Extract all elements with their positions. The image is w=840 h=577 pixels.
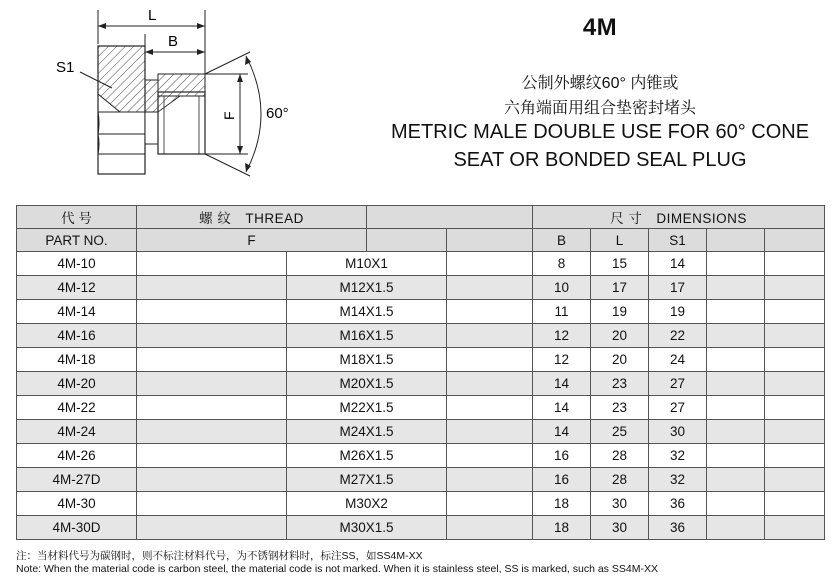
blank-cell [447,300,533,324]
part-cell: 4M-14 [17,300,137,324]
thread-blank-cell [137,516,287,540]
plug-technical-drawing [40,4,320,194]
l-cell: 30 [591,516,649,540]
blank-cell [707,348,765,372]
table-body [17,252,825,540]
blank-cell [707,276,765,300]
blank-cell [707,516,765,540]
l-cell: 15 [591,252,649,276]
thread-blank-cell [137,372,287,396]
thread-blank-cell [137,492,287,516]
thread-blank-cell [137,420,287,444]
blank-cell [765,348,825,372]
label-b: B [168,33,179,50]
blank-cell [447,348,533,372]
s1-cell: 14 [649,252,707,276]
title-cn-line1: 公制外螺纹60° 内锥或 [521,75,679,92]
header-thread [137,206,367,229]
header-f: F [137,229,367,252]
header-empty-4 [765,229,825,252]
thread-cell: M24X1.5 [287,420,447,444]
l-cell: 23 [591,372,649,396]
title-block [360,14,840,174]
header-empty-1 [367,229,447,252]
part-cell: 4M-22 [17,396,137,420]
threaded-stub [145,74,205,154]
table-row [17,396,825,420]
blank-cell [765,468,825,492]
s1-cell: 24 [649,348,707,372]
thread-cell: M26X1.5 [287,444,447,468]
table-row [17,468,825,492]
s1-cell: 19 [649,300,707,324]
b-cell: 18 [533,516,591,540]
hex-body [98,46,145,174]
blank-cell [707,396,765,420]
blank-cell [707,372,765,396]
thread-cell: M30X1.5 [287,516,447,540]
b-cell: 18 [533,492,591,516]
table-row [17,348,825,372]
blank-cell [707,468,765,492]
header-part-cn: 代 号 [17,206,137,229]
header-b: B [533,229,591,252]
dimension-f [205,74,248,154]
blank-cell [765,372,825,396]
title-en-line2: SEAT OR BONDED SEAL PLUG [453,149,747,171]
blank-cell [447,252,533,276]
s1-cell: 27 [649,396,707,420]
blank-cell [447,444,533,468]
blank-cell [765,492,825,516]
s1-cell: 17 [649,276,707,300]
thread-cell: M20X1.5 [287,372,447,396]
blank-cell [707,420,765,444]
table-row [17,300,825,324]
part-cell: 4M-27D [17,468,137,492]
header-thread-cn: 螺 纹 [199,211,232,226]
header-blank [367,206,533,229]
l-cell: 28 [591,468,649,492]
part-cell: 4M-26 [17,444,137,468]
label-f: F [221,111,237,120]
thread-cell: M22X1.5 [287,396,447,420]
part-cell: 4M-30D [17,516,137,540]
label-s1: S1 [56,59,75,76]
thread-cell: M12X1.5 [287,276,447,300]
blank-cell [447,396,533,420]
thread-blank-cell [137,444,287,468]
product-code: 4M [582,14,618,41]
note-cn: 注：当材料代号为碳钢时，则不标注材料代号，为不锈钢材料时，标注SS，如SS4M-XX [16,550,423,562]
b-cell: 12 [533,324,591,348]
blank-cell [765,516,825,540]
part-cell: 4M-16 [17,324,137,348]
s1-cell: 27 [649,372,707,396]
blank-cell [765,252,825,276]
blank-cell [447,492,533,516]
header-empty-2 [447,229,533,252]
thread-blank-cell [137,300,287,324]
part-cell: 4M-10 [17,252,137,276]
b-cell: 16 [533,468,591,492]
thread-blank-cell [137,324,287,348]
note-en: Note: When the material code is carbon steel, the material code is not marked. When it is stainless steel, SS is marked, such as SS4M-XX [16,563,658,575]
header-dimensions [533,206,825,229]
label-l: L [148,7,157,24]
blank-cell [447,324,533,348]
table-row [17,444,825,468]
blank-cell [447,420,533,444]
b-cell: 8 [533,252,591,276]
s1-cell: 36 [649,516,707,540]
thread-cell: M30X2 [287,492,447,516]
s1-cell: 30 [649,420,707,444]
label-angle: 60° [266,105,289,122]
thread-blank-cell [137,252,287,276]
thread-cell: M27X1.5 [287,468,447,492]
l-cell: 20 [591,324,649,348]
header-l: L [591,229,649,252]
blank-cell [447,276,533,300]
blank-cell [447,516,533,540]
part-cell: 4M-30 [17,492,137,516]
blank-cell [765,444,825,468]
part-cell: 4M-20 [17,372,137,396]
blank-cell [707,444,765,468]
header-empty-3 [707,229,765,252]
part-cell: 4M-24 [17,420,137,444]
table-header-row-2 [17,229,825,252]
part-cell: 4M-12 [17,276,137,300]
table-header-row-1 [17,206,825,229]
title-en-line1: METRIC MALE DOUBLE USE FOR 60° CONE [390,121,810,143]
thread-blank-cell [137,396,287,420]
blank-cell [447,372,533,396]
header-thread-en: THREAD [245,211,304,226]
b-cell: 14 [533,420,591,444]
table-row [17,252,825,276]
dimension-b [145,33,205,74]
header-dim-en: DIMENSIONS [656,211,747,226]
thread-blank-cell [137,276,287,300]
header-dim-cn: 尺 寸 [610,211,643,226]
table-row [17,492,825,516]
b-cell: 11 [533,300,591,324]
b-cell: 16 [533,444,591,468]
table-row [17,372,825,396]
blank-cell [707,324,765,348]
table-row [17,420,825,444]
thread-cell: M14X1.5 [287,300,447,324]
l-cell: 23 [591,396,649,420]
blank-cell [765,396,825,420]
thread-blank-cell [137,468,287,492]
l-cell: 17 [591,276,649,300]
thread-cell: M10X1 [287,252,447,276]
dimension-angle [205,52,289,176]
l-cell: 20 [591,348,649,372]
b-cell: 12 [533,348,591,372]
title-cn-line2: 六角端面用组合垫密封堵头 [503,100,696,117]
part-cell: 4M-18 [17,348,137,372]
thread-cell: M16X1.5 [287,324,447,348]
b-cell: 14 [533,396,591,420]
l-cell: 30 [591,492,649,516]
blank-cell [765,276,825,300]
l-cell: 28 [591,444,649,468]
table-row [17,324,825,348]
spec-table [16,205,825,540]
blank-cell [707,252,765,276]
thread-blank-cell [137,348,287,372]
header-part-en: PART NO. [17,229,137,252]
blank-cell [707,300,765,324]
blank-cell [707,492,765,516]
l-cell: 25 [591,420,649,444]
header-s1: S1 [649,229,707,252]
table-row [17,276,825,300]
b-cell: 14 [533,372,591,396]
blank-cell [765,420,825,444]
s1-cell: 32 [649,444,707,468]
blank-cell [765,300,825,324]
l-cell: 19 [591,300,649,324]
s1-cell: 32 [649,468,707,492]
thread-cell: M18X1.5 [287,348,447,372]
s1-cell: 22 [649,324,707,348]
s1-cell: 36 [649,492,707,516]
blank-cell [765,324,825,348]
table-row [17,516,825,540]
b-cell: 10 [533,276,591,300]
blank-cell [447,468,533,492]
